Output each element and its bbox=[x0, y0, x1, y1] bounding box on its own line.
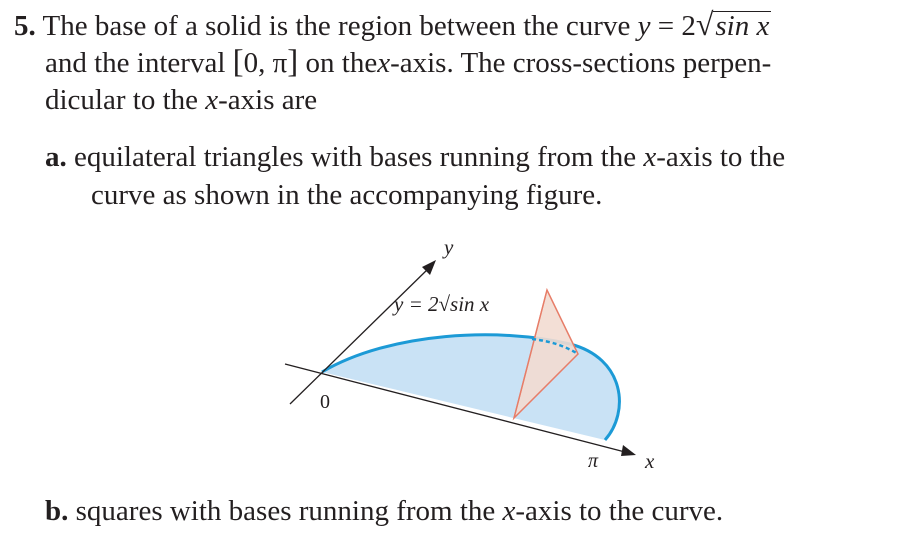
interval-close-bracket: ] bbox=[287, 44, 299, 80]
curve-radicand: sin x bbox=[715, 10, 770, 42]
problem-number: 5. bbox=[14, 10, 36, 42]
curve-label: y = 2√sin x bbox=[394, 292, 490, 316]
part-b-line bbox=[45, 493, 723, 530]
part-a-line-1 bbox=[45, 139, 785, 176]
radical-icon: √ bbox=[695, 6, 714, 42]
part-a-label: a. bbox=[45, 141, 67, 173]
solid-figure bbox=[270, 232, 690, 482]
part-a-text-rest: -axis to the bbox=[656, 141, 786, 173]
x-axis-label: x bbox=[645, 449, 655, 473]
part-b-label: b. bbox=[45, 495, 69, 527]
part-b-text: squares with bases running from the bbox=[75, 495, 496, 527]
axis-var: x bbox=[377, 47, 391, 79]
interval-on-the: on the bbox=[305, 47, 378, 79]
part-a-text: equilateral triangles with bases running from the bbox=[74, 141, 637, 173]
problem-intro-text: The base of a solid is the region between the curve bbox=[42, 10, 631, 42]
axis-are-text: -axis are bbox=[218, 84, 318, 116]
interval-open-bracket: [ bbox=[232, 44, 244, 80]
curve-sqrt bbox=[696, 6, 772, 45]
interval-intro: and the interval bbox=[45, 47, 226, 79]
part-a-text-line-2: curve as shown in the accompanying figure. bbox=[91, 179, 603, 211]
part-b-text-rest: -axis to the curve. bbox=[515, 495, 724, 527]
axis-var: x bbox=[643, 141, 657, 173]
curve-coefficient: 2 bbox=[681, 10, 696, 42]
problem-line-1 bbox=[14, 6, 771, 45]
origin-label: 0 bbox=[320, 391, 330, 413]
interval-rest: -axis. The cross-sections perpen- bbox=[390, 47, 772, 79]
axis-var: x bbox=[205, 84, 219, 116]
curve-equals: = bbox=[657, 10, 675, 42]
part-a-line-2 bbox=[91, 177, 602, 214]
pi-label: π bbox=[588, 450, 599, 472]
perpendicular-text: dicular to the bbox=[45, 84, 199, 116]
problem-line-3 bbox=[45, 82, 317, 119]
problem-line-2 bbox=[45, 44, 771, 82]
curve-lhs: y bbox=[637, 10, 651, 42]
interval-value: 0, π bbox=[243, 47, 288, 79]
x-axis-arrow-icon bbox=[621, 445, 636, 456]
y-axis-label: y bbox=[444, 235, 454, 259]
axis-var: x bbox=[502, 495, 516, 527]
